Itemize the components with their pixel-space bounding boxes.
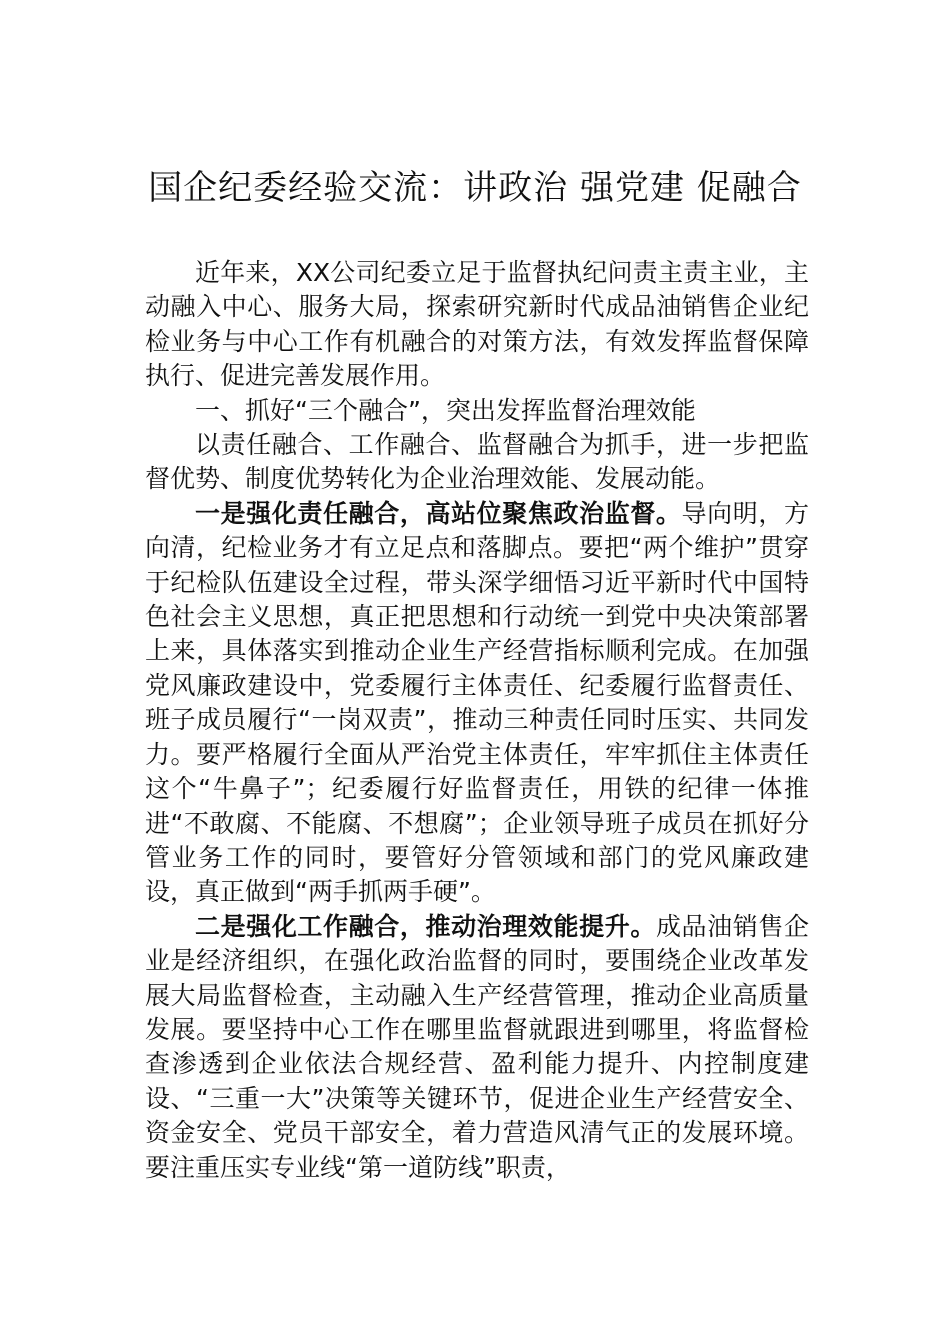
paragraph-text: 以责任融合、工作融合、监督融合为抓手，进一步把监督优势、制度优势转化为企业治理效能、发展动能。 bbox=[145, 430, 809, 494]
paragraph-section-summary bbox=[145, 428, 809, 497]
paragraph-work-integration bbox=[145, 910, 809, 1185]
paragraph-responsibility-integration bbox=[145, 497, 809, 910]
paragraph-lead: 一是强化责任融合，高站位聚焦政治监督。 bbox=[195, 498, 682, 528]
paragraph-text: 一、抓好“三个融合”，突出发挥监督治理效能 bbox=[195, 395, 696, 425]
paragraph-lead: 二是强化工作融合，推动治理效能提升。 bbox=[195, 911, 656, 941]
paragraph-text: 成品油销售企业是经济组织，在强化政治监督的同时，要围绕企业改革发展大局监督检查，主动融入生产经营管理，推动企业高质量发展。要坚持中心工作在哪里监督就跟进到哪里，将监督检查渗透到企业依法合规经营、盈利能力提升、内控制度建设、“三重一大”决策等关键环节，促进企业生产经营安全、资金安全、党员干部安全，着力营造风清气正的发展环境。要注重压实专业线“第一道防线”职责， bbox=[145, 911, 809, 1182]
paragraph-text: 导向明，方向清，纪检业务才有立足点和落脚点。要把“两个维护”贯穿于纪检队伍建设全过程，带头深学细悟习近平新时代中国特色社会主义思想，真正把思想和行动统一到党中央决策部署上来，具体落实到推动企业生产经营指标顺利完成。在加强党风廉政建设中，党委履行主体责任、纪委履行监督责任、班子成员履行“一岗双责”，推动三种责任同时压实、共同发力。要严格履行全面从严治党主体责任，牢牢抓住主体责任这个“牛鼻子”；纪委履行好监督责任，用铁的纪律一体推进“不敢腐、不能腐、不想腐”；企业领导班子成员在抓好分管业务工作的同时，要管好分管领域和部门的党风廉政建设，真正做到“两手抓两手硬”。 bbox=[145, 498, 809, 907]
document-title: 国企纪委经验交流：讲政治 强党建 促融合 bbox=[148, 168, 802, 208]
paragraph-text: 近年来，XX公司纪委立足于监督执纪问责主责主业，主动融入中心、服务大局，探索研究新时代成品油销售企业纪检业务与中心工作有机融合的对策方法，有效发挥监督保障执行、促进完善发展作用。 bbox=[145, 258, 809, 391]
document-body bbox=[145, 256, 809, 1185]
paragraph-intro bbox=[145, 256, 809, 394]
section-heading bbox=[145, 394, 809, 428]
